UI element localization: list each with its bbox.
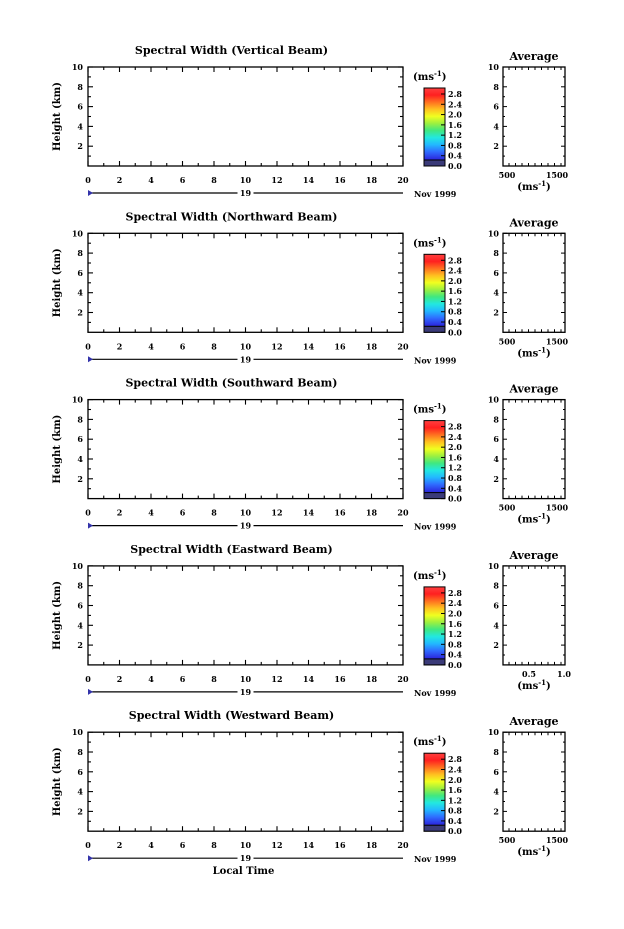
avg-y-tick-label: 2 xyxy=(493,307,499,318)
avg-y-tick-label: 4 xyxy=(493,454,499,464)
colorbar-tick-label: 2.4 xyxy=(448,431,462,442)
colorbar xyxy=(424,254,445,332)
colorbar-tick-label: 2.4 xyxy=(448,265,462,276)
average-frame xyxy=(503,400,565,499)
y-tick-label: 6 xyxy=(77,434,83,445)
x-tick-label: 20 xyxy=(397,175,409,185)
chart-title: Spectral Width (Southward Beam) xyxy=(125,376,338,390)
unit-close: ) xyxy=(546,182,551,193)
x-tick-label: 8 xyxy=(211,341,217,352)
unit-base: (ms xyxy=(413,404,434,416)
plot-frame xyxy=(88,233,403,332)
colorbar-tick-label: 1.2 xyxy=(448,462,462,473)
unit-base: (ms xyxy=(413,72,434,83)
avg-y-tick-label: 8 xyxy=(493,747,499,757)
x-tick-label: 16 xyxy=(334,673,346,684)
colorbar-unit xyxy=(413,734,446,748)
colorbar-floor xyxy=(424,659,445,665)
colorbar-tick-label: 2.4 xyxy=(448,764,462,775)
y-axis-label: Height (km) xyxy=(52,747,63,817)
colorbar-tick-label: 1.2 xyxy=(448,629,462,640)
unit-exponent: -1 xyxy=(433,734,442,744)
colorbar-tick-label: 0.8 xyxy=(448,805,462,816)
colorbar-tick-label: 0.0 xyxy=(448,493,462,504)
colorbar-tick-label: 1.6 xyxy=(448,618,462,629)
panel-4 xyxy=(52,709,569,877)
date-label: Nov 1999 xyxy=(414,521,457,532)
colorbar-floor xyxy=(424,160,445,166)
panel-1 xyxy=(52,210,569,365)
colorbar-unit xyxy=(413,402,446,416)
average-frame xyxy=(503,233,565,332)
x-tick-label: 12 xyxy=(271,175,283,185)
unit-close: ) xyxy=(546,348,551,360)
average-x-label xyxy=(517,512,550,526)
y-tick-label: 8 xyxy=(77,580,83,591)
colorbar-tick-label: 2.8 xyxy=(448,89,462,99)
x-tick-label: 4 xyxy=(148,673,154,684)
day-label: 19 xyxy=(239,354,252,365)
x-tick-label: 12 xyxy=(271,840,283,851)
x-tick-label: 12 xyxy=(271,507,283,518)
unit-close: ) xyxy=(441,737,447,749)
y-axis-label: Height (km) xyxy=(52,82,63,151)
x-tick-label: 6 xyxy=(179,175,186,185)
x-tick-label: 2 xyxy=(116,507,123,518)
colorbar-tick-label: 2.0 xyxy=(448,608,462,619)
avg-x-tick-label: 500 xyxy=(498,336,516,347)
x-tick-label: 16 xyxy=(334,175,346,185)
y-axis-label: Height (km) xyxy=(52,580,63,650)
x-tick-label: 10 xyxy=(239,341,252,352)
unit-exponent: -1 xyxy=(433,69,442,78)
colorbar-tick-label: 0.0 xyxy=(448,826,462,837)
y-tick-label: 2 xyxy=(77,806,83,817)
panel-3 xyxy=(52,543,571,698)
date-label: Nov 1999 xyxy=(414,854,457,865)
colorbar-tick-label: 2.4 xyxy=(448,99,462,110)
x-tick-label: 6 xyxy=(179,507,186,518)
avg-y-tick-label: 4 xyxy=(493,786,499,797)
colorbar-tick-label: 0.4 xyxy=(448,649,462,660)
colorbar-tick-label: 0.4 xyxy=(448,317,462,328)
unit-base: (ms xyxy=(517,514,539,526)
colorbar-floor xyxy=(424,493,445,499)
colorbar xyxy=(424,421,445,499)
y-tick-label: 10 xyxy=(71,560,83,571)
x-tick-label: 14 xyxy=(302,840,315,851)
x-tick-label: 10 xyxy=(239,175,252,185)
y-tick-label: 6 xyxy=(77,766,83,777)
colorbar-tick-label: 0.8 xyxy=(448,306,462,317)
avg-y-tick-label: 2 xyxy=(493,141,499,152)
colorbar-unit xyxy=(413,235,446,249)
y-tick-label: 8 xyxy=(77,414,83,425)
avg-y-tick-label: 2 xyxy=(493,473,499,484)
average-title: Average xyxy=(509,216,559,230)
unit-base: (ms xyxy=(517,348,539,360)
colorbar-tick-label: 0.4 xyxy=(448,815,462,826)
day-label: 19 xyxy=(239,686,252,697)
colorbar-tick-label: 2.0 xyxy=(448,275,462,286)
colorbar-tick-label: 0.0 xyxy=(448,659,462,670)
average-title: Average xyxy=(509,382,559,396)
y-axis-label: Height (km) xyxy=(52,414,63,484)
y-tick-label: 8 xyxy=(77,248,83,259)
plot-frame xyxy=(88,732,403,831)
average-title: Average xyxy=(509,548,559,562)
colorbar-tick-label: 0.8 xyxy=(448,140,462,151)
x-tick-label: 0 xyxy=(85,341,91,352)
unit-close: ) xyxy=(441,238,447,250)
x-tick-label: 0 xyxy=(85,840,91,851)
colorbar-tick-label: 1.6 xyxy=(448,785,462,796)
date-label: Nov 1999 xyxy=(414,687,457,698)
avg-x-tick-label: 1500 xyxy=(545,336,569,347)
avg-y-tick-label: 8 xyxy=(493,580,499,591)
average-frame xyxy=(503,566,565,665)
colorbar-unit xyxy=(413,69,446,83)
y-tick-label: 4 xyxy=(77,620,83,631)
x-tick-label: 16 xyxy=(334,507,346,518)
unit-close: ) xyxy=(441,404,447,416)
colorbar-floor xyxy=(424,825,445,831)
unit-exponent: -1 xyxy=(433,567,442,577)
colorbar-tick-label: 2.0 xyxy=(448,109,462,120)
y-tick-label: 8 xyxy=(77,81,83,92)
average-x-label xyxy=(517,678,550,692)
colorbar-tick-label: 1.2 xyxy=(448,130,462,141)
x-tick-label: 2 xyxy=(116,341,123,352)
average-x-label xyxy=(517,345,550,359)
x-tick-label: 18 xyxy=(365,175,378,185)
avg-x-tick-label: 500 xyxy=(498,170,516,180)
avg-x-tick-label: 1500 xyxy=(545,835,569,846)
x-tick-label: 8 xyxy=(211,507,217,518)
colorbar-tick-label: 2.8 xyxy=(448,255,462,266)
unit-exponent: -1 xyxy=(433,235,442,245)
x-tick-label: 14 xyxy=(302,673,315,684)
x-tick-label: 16 xyxy=(334,341,346,352)
x-tick-label: 14 xyxy=(302,341,315,352)
x-tick-label: 8 xyxy=(211,840,217,851)
colorbar-tick-label: 2.4 xyxy=(448,598,462,609)
avg-y-tick-label: 4 xyxy=(493,287,499,298)
unit-exponent: -1 xyxy=(538,345,546,355)
x-tick-label: 2 xyxy=(116,673,123,684)
x-tick-label: 18 xyxy=(365,673,378,684)
colorbar-tick-label: 2.8 xyxy=(448,421,462,432)
average-x-label xyxy=(517,844,550,858)
x-tick-label: 10 xyxy=(239,507,252,518)
x-tick-label: 20 xyxy=(397,341,409,352)
avg-y-tick-label: 8 xyxy=(493,414,499,425)
unit-exponent: -1 xyxy=(538,844,546,854)
avg-y-tick-label: 4 xyxy=(493,121,499,132)
average-title: Average xyxy=(509,50,559,63)
avg-y-tick-label: 4 xyxy=(493,620,499,631)
y-tick-label: 4 xyxy=(77,454,83,464)
y-tick-label: 6 xyxy=(77,600,83,611)
avg-y-tick-label: 6 xyxy=(493,600,499,611)
avg-y-tick-label: 6 xyxy=(493,101,499,112)
panel-2 xyxy=(52,377,569,532)
x-tick-label: 6 xyxy=(179,341,186,352)
colorbar xyxy=(424,88,445,166)
unit-base: (ms xyxy=(413,737,434,749)
x-tick-label: 8 xyxy=(211,175,217,185)
triangle-marker-icon xyxy=(88,356,93,362)
plot-frame xyxy=(88,400,403,499)
avg-x-tick-label: 0.5 xyxy=(522,668,536,679)
day-label: 19 xyxy=(239,853,252,864)
y-tick-label: 4 xyxy=(77,786,83,797)
x-tick-label: 20 xyxy=(397,673,409,684)
avg-y-tick-label: 10 xyxy=(487,560,499,571)
colorbar xyxy=(424,753,445,831)
panel-0 xyxy=(52,44,569,199)
avg-x-tick-label: 500 xyxy=(498,502,516,513)
y-axis-label: Height (km) xyxy=(52,248,63,318)
avg-x-tick-label: 1500 xyxy=(545,502,569,513)
triangle-marker-icon xyxy=(88,190,93,196)
colorbar-tick-label: 0.8 xyxy=(448,473,462,484)
colorbar-tick-label: 1.6 xyxy=(448,452,462,463)
x-tick-label: 20 xyxy=(397,507,409,518)
y-tick-label: 10 xyxy=(71,228,83,239)
average-frame xyxy=(503,732,565,831)
y-tick-label: 4 xyxy=(77,121,83,132)
unit-exponent: -1 xyxy=(538,511,546,521)
avg-y-tick-label: 6 xyxy=(493,766,499,777)
x-tick-label: 14 xyxy=(302,507,315,518)
x-tick-label: 20 xyxy=(397,840,409,851)
avg-y-tick-label: 2 xyxy=(493,640,499,651)
avg-x-tick-label: 500 xyxy=(498,835,516,846)
colorbar xyxy=(424,587,445,665)
avg-y-tick-label: 10 xyxy=(487,394,499,405)
colorbar-tick-label: 2.0 xyxy=(448,442,462,453)
y-tick-label: 2 xyxy=(77,473,83,484)
x-tick-label: 16 xyxy=(334,840,346,851)
x-tick-label: 0 xyxy=(85,507,91,518)
average-x-label xyxy=(517,179,550,193)
unit-base: (ms xyxy=(517,680,539,692)
date-label: Nov 1999 xyxy=(414,355,457,366)
colorbar-tick-label: 1.6 xyxy=(448,286,462,297)
y-tick-label: 8 xyxy=(77,747,83,757)
x-tick-label: 14 xyxy=(302,175,315,185)
chart-title: Spectral Width (Vertical Beam) xyxy=(134,44,329,57)
unit-base: (ms xyxy=(517,182,539,193)
unit-exponent: -1 xyxy=(538,179,546,188)
unit-close: ) xyxy=(441,570,447,582)
avg-y-tick-label: 2 xyxy=(493,806,499,817)
y-tick-label: 10 xyxy=(71,62,83,72)
unit-close: ) xyxy=(546,680,551,692)
day-label: 19 xyxy=(239,188,252,198)
colorbar-tick-label: 1.2 xyxy=(448,296,462,307)
x-tick-label: 0 xyxy=(85,673,91,684)
avg-y-tick-label: 6 xyxy=(493,267,499,278)
x-tick-label: 6 xyxy=(179,673,186,684)
colorbar-tick-label: 0.0 xyxy=(448,327,462,338)
colorbar-tick-label: 2.0 xyxy=(448,774,462,785)
chart-title: Spectral Width (Eastward Beam) xyxy=(130,542,333,556)
colorbar-tick-label: 2.8 xyxy=(448,754,462,765)
unit-exponent: -1 xyxy=(433,401,442,411)
triangle-marker-icon xyxy=(88,855,93,861)
x-tick-label: 2 xyxy=(116,840,123,851)
x-tick-label: 6 xyxy=(179,840,186,851)
chart-title: Spectral Width (Northward Beam) xyxy=(125,210,338,224)
y-tick-label: 6 xyxy=(77,101,83,112)
avg-y-tick-label: 6 xyxy=(493,434,499,445)
day-label: 19 xyxy=(239,520,252,531)
y-tick-label: 6 xyxy=(77,267,83,278)
unit-base: (ms xyxy=(413,570,434,582)
x-tick-label: 10 xyxy=(239,673,252,684)
avg-y-tick-label: 8 xyxy=(493,81,499,92)
x-tick-label: 8 xyxy=(211,673,217,684)
triangle-marker-icon xyxy=(88,523,93,529)
y-tick-label: 2 xyxy=(77,640,83,651)
colorbar-floor xyxy=(424,326,445,332)
colorbar-tick-label: 0.0 xyxy=(448,161,462,171)
x-tick-label: 4 xyxy=(148,175,154,185)
unit-close: ) xyxy=(546,847,551,859)
colorbar-tick-label: 0.4 xyxy=(448,483,462,494)
plot-frame xyxy=(88,67,403,166)
x-tick-label: 0 xyxy=(85,175,91,185)
chart-title: Spectral Width (Westward Beam) xyxy=(128,709,335,723)
avg-x-tick-label: 1.0 xyxy=(557,668,571,679)
x-tick-label: 4 xyxy=(148,840,154,851)
unit-exponent: -1 xyxy=(538,677,546,687)
x-tick-label: 18 xyxy=(365,341,378,352)
unit-close: ) xyxy=(441,72,447,83)
avg-y-tick-label: 10 xyxy=(487,62,499,72)
avg-y-tick-label: 8 xyxy=(493,248,499,259)
y-tick-label: 10 xyxy=(71,394,83,405)
x-tick-label: 4 xyxy=(148,507,154,518)
colorbar-tick-label: 0.8 xyxy=(448,639,462,650)
unit-base: (ms xyxy=(517,847,539,859)
colorbar-unit xyxy=(413,568,446,582)
y-tick-label: 2 xyxy=(77,307,83,318)
y-tick-label: 4 xyxy=(77,287,83,298)
plot-frame xyxy=(88,566,403,665)
colorbar-tick-label: 0.4 xyxy=(448,150,462,161)
avg-x-tick-label: 1500 xyxy=(545,170,569,180)
x-tick-label: 12 xyxy=(271,341,283,352)
y-tick-label: 2 xyxy=(77,141,83,152)
x-tick-label: 10 xyxy=(239,840,252,851)
x-tick-label: 4 xyxy=(148,341,154,352)
triangle-marker-icon xyxy=(88,689,93,695)
avg-y-tick-label: 10 xyxy=(487,228,499,239)
x-tick-label: 18 xyxy=(365,507,378,518)
x-axis-label: Local Time xyxy=(212,866,275,878)
y-tick-label: 10 xyxy=(71,727,83,738)
colorbar-tick-label: 1.2 xyxy=(448,795,462,806)
colorbar-tick-label: 2.8 xyxy=(448,587,462,598)
unit-close: ) xyxy=(546,514,551,526)
x-tick-label: 18 xyxy=(365,840,378,851)
colorbar-tick-label: 1.6 xyxy=(448,119,462,130)
x-tick-label: 2 xyxy=(116,175,123,185)
avg-y-tick-label: 10 xyxy=(487,727,499,738)
average-frame xyxy=(503,67,565,166)
average-title: Average xyxy=(509,715,559,729)
unit-base: (ms xyxy=(413,238,434,250)
x-tick-label: 12 xyxy=(271,673,283,684)
date-label: Nov 1999 xyxy=(414,189,457,199)
